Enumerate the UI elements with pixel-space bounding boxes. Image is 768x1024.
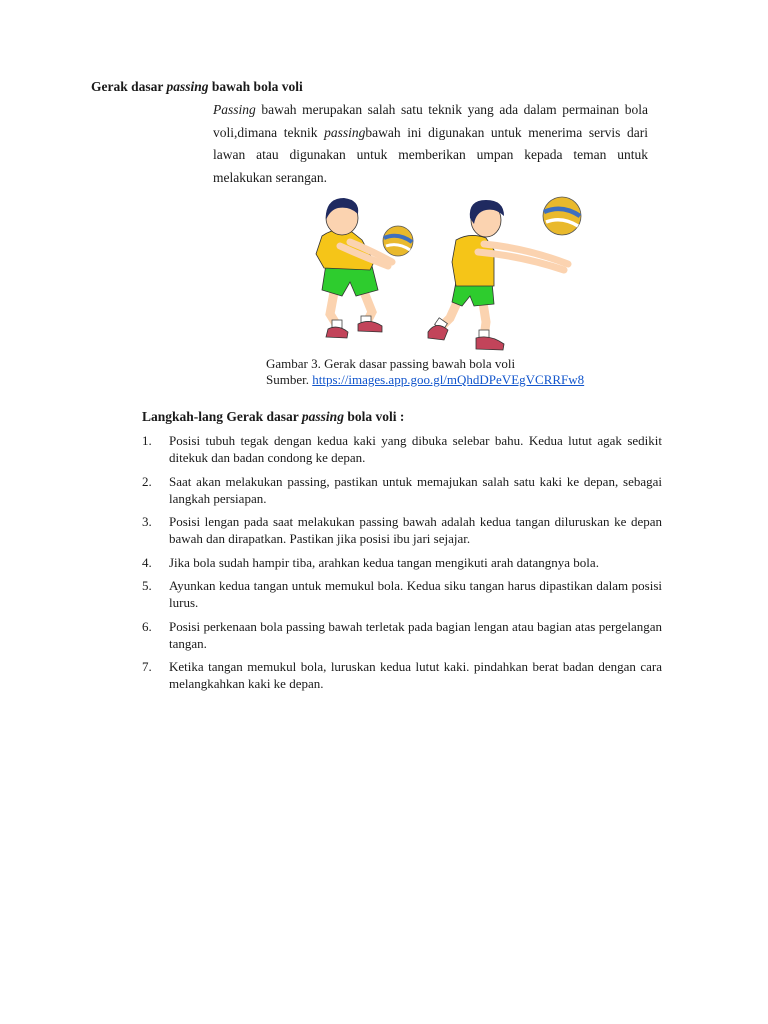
list-item: 7. Ketika tangan memukul bola, luruskan kedua lutut kaki. pindahkan berat badan dengan cara melangkahkan kaki ke depan. — [142, 659, 662, 691]
figure-caption — [266, 356, 584, 388]
intro-paragraph: Passing bawah merupakan salah satu teknik yang ada dalam permainan bola voli,dimana teknik passingbawah ini digunakan untuk menerima servis dari lawan atau digunakan untuk memberikan umpan kepada teman untuk melakukan serangan. — [213, 102, 648, 185]
list-item: 3. Posisi lengan pada saat melakukan passing bawah adalah kedua tangan diluruskan ke depan bawah dan dirapatkan. Pastikan jika posisi ibu jari sejajar. — [142, 514, 662, 546]
player-stepping — [428, 197, 581, 350]
list-item: 5. Ayunkan kedua tangan untuk memukul bola. Kedua siku tangan harus dipastikan dalam posisi lurus. — [142, 578, 662, 610]
list-item: 2. Saat akan melakukan passing, pastikan untuk memajukan salah satu kaki ke depan, sebagai langkah persiapan. — [142, 473, 662, 506]
list-item: 4. Jika bola sudah hampir tiba, arahkan kedua tangan mengikuti arah datangnya bola. — [142, 554, 599, 570]
steps-heading: Langkah-lang Gerak dasar passing bola voli : — [142, 409, 405, 424]
passing-figures-drawing — [300, 192, 600, 362]
section-heading: Gerak dasar passing bawah bola voli — [91, 79, 303, 94]
player-crouching — [316, 198, 413, 338]
source-link[interactable]: https://images.app.goo.gl/mQhdDPeVEgVCRRFw8 — [312, 372, 585, 387]
list-item: 1. Posisi tubuh tegak dengan kedua kaki yang dibuka selebar bahu. Kedua lutut agak sedikit ditekuk dan badan condong ke depan. — [142, 433, 662, 465]
list-item: 6. Posisi perkenaan bola passing bawah terletak pada bagian lengan atau bagian atas pergelangan tangan. — [142, 618, 662, 651]
caption-source — [266, 372, 584, 388]
steps-list — [142, 432, 662, 699]
caption-title: Gambar 3. Gerak dasar passing bawah bola voli — [266, 356, 516, 371]
source-label: Sumber. — [266, 372, 313, 387]
volleyball-illustration — [300, 192, 600, 362]
